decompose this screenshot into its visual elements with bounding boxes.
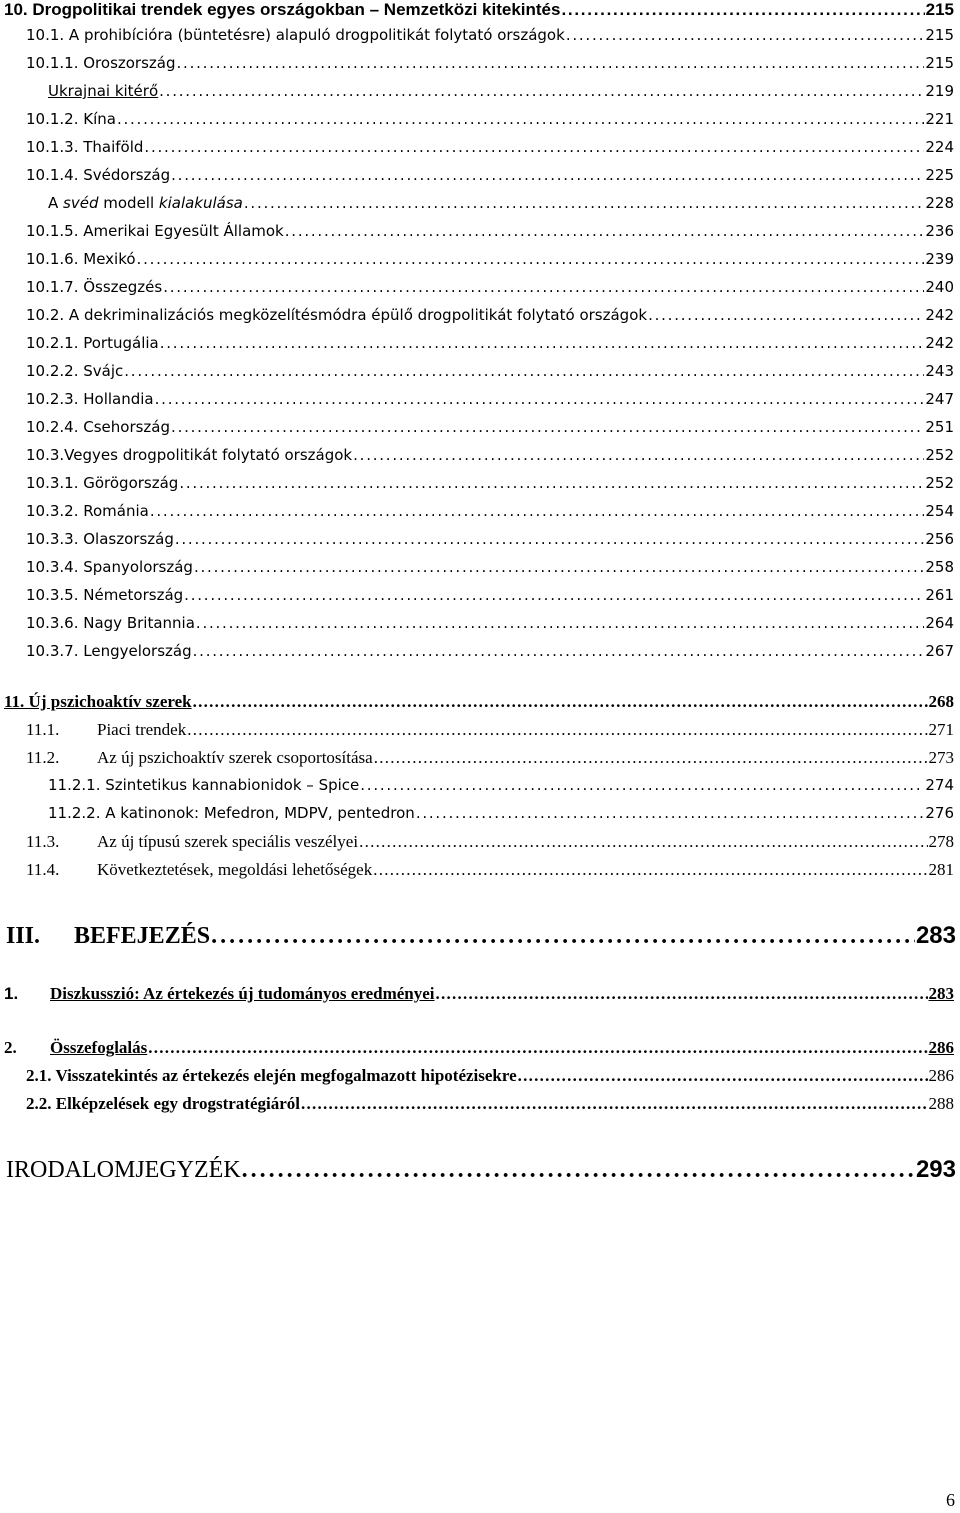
toc-entry xyxy=(26,54,954,72)
toc-entry xyxy=(48,776,954,794)
toc-entry-page: 278 xyxy=(928,832,954,851)
toc-entry-title: Következtetések, megoldási lehetőségek xyxy=(97,860,373,879)
toc-entry xyxy=(26,166,954,184)
toc-entry-page: 283 xyxy=(915,922,956,949)
dot-leader xyxy=(187,720,927,740)
toc-entry-page: 256 xyxy=(925,530,954,548)
toc-entry xyxy=(26,138,954,156)
toc-entry-label xyxy=(4,1038,147,1058)
toc-entry-label xyxy=(48,194,243,212)
toc-entry-label: 10.2.2. Svájc xyxy=(26,362,124,380)
toc-entry xyxy=(26,278,954,296)
toc-entry-number: 2. xyxy=(4,1038,17,1057)
toc-entry-label xyxy=(26,832,358,852)
toc-entry-label xyxy=(26,860,372,880)
toc-entry-page: 258 xyxy=(925,558,954,576)
toc-entry xyxy=(26,418,954,436)
toc-entry-label: IRODALOMJEGYZÉK xyxy=(6,1157,241,1183)
toc-entry-label: 10.2. A dekriminalizációs megközelítésmódra épülő drogpolitikát folytató országok xyxy=(26,306,648,324)
toc-entry xyxy=(26,558,954,576)
toc-entry xyxy=(26,1066,954,1086)
toc-entry-page: 219 xyxy=(925,82,954,100)
toc-entry-number: 11.4. xyxy=(26,860,60,879)
toc-entry-page: 271 xyxy=(928,720,954,739)
toc-entry-title: Diszkusszió: Az értekezés új tudományos eredményei xyxy=(50,984,435,1003)
toc-entry-page: 276 xyxy=(925,804,954,822)
toc-entry-label: Ukrajnai kitérő xyxy=(48,82,159,100)
toc-entry xyxy=(26,446,954,464)
toc-entry-label: 10.3.6. Nagy Britannia xyxy=(26,614,195,632)
dot-leader xyxy=(175,530,925,548)
toc-entry-page: 274 xyxy=(925,776,954,794)
toc-entry xyxy=(26,502,954,520)
dot-leader xyxy=(373,860,927,880)
toc-entry-label: 10.1.7. Összegzés xyxy=(26,278,163,296)
toc-entry xyxy=(26,110,954,128)
toc-entry xyxy=(26,250,954,268)
dot-leader xyxy=(163,278,924,296)
toc-entry xyxy=(48,82,954,100)
toc-entry xyxy=(4,1038,954,1058)
toc-entry-page: 240 xyxy=(925,278,954,296)
toc-entry xyxy=(26,362,954,380)
toc-entry xyxy=(4,0,954,20)
dot-leader xyxy=(171,418,924,436)
toc-entry-label: 10.3.2. Románia xyxy=(26,502,149,520)
toc-entry-page: 268 xyxy=(928,692,954,711)
toc-entry xyxy=(26,720,954,740)
toc-entry xyxy=(26,1094,954,1114)
dot-leader xyxy=(155,390,925,408)
toc-entry-label: 11.2.2. A katinonok: Mefedron, MDPV, pentedron xyxy=(48,804,415,822)
toc-entry-label: 10.2.1. Portugália xyxy=(26,334,159,352)
dot-leader xyxy=(353,446,924,464)
page-number: 6 xyxy=(946,1490,955,1510)
dot-leader xyxy=(196,614,924,632)
toc-entry-number: 1. xyxy=(4,984,19,1003)
toc-entry xyxy=(26,642,954,660)
toc-entry-page: 224 xyxy=(925,138,954,156)
toc-entry xyxy=(26,832,954,852)
toc-entry-label: 10.3.1. Görögország xyxy=(26,474,179,492)
dot-leader xyxy=(193,692,928,712)
toc-entry xyxy=(26,306,954,324)
dot-leader xyxy=(150,502,925,520)
toc-entry xyxy=(26,26,954,44)
toc-entry-page: 293 xyxy=(915,1156,956,1183)
dot-leader xyxy=(566,26,925,44)
toc-entry xyxy=(26,390,954,408)
toc-entry-page: 288 xyxy=(928,1094,954,1113)
toc-entry-label: 10.1.3. Thaiföld xyxy=(26,138,144,156)
toc-entry-label: 10.1.4. Svédország xyxy=(26,166,171,184)
toc-entry xyxy=(26,530,954,548)
toc-entry-page: 236 xyxy=(925,222,954,240)
toc-entry-label: 10.1.2. Kína xyxy=(26,110,116,128)
toc-entry xyxy=(48,194,954,212)
toc-entry-page: 215 xyxy=(925,0,954,19)
toc-entry-title: BEFEJEZÉS xyxy=(74,923,211,949)
dot-leader xyxy=(301,1094,927,1114)
toc-entry-label xyxy=(6,923,210,950)
label-part: A xyxy=(48,194,64,212)
toc-entry-page: 273 xyxy=(928,748,954,767)
toc-entry-page: 283 xyxy=(928,984,954,1003)
dot-leader xyxy=(359,832,927,852)
toc-entry-page: 239 xyxy=(925,250,954,268)
toc-entry-page: 251 xyxy=(925,418,954,436)
toc-entry xyxy=(26,748,954,768)
toc-entry-page: 267 xyxy=(925,642,954,660)
dot-leader xyxy=(416,804,925,822)
dot-leader xyxy=(242,1157,915,1184)
toc-entry-page: 286 xyxy=(928,1066,954,1085)
dot-leader xyxy=(179,474,924,492)
toc-entry xyxy=(48,804,954,822)
toc-entry xyxy=(4,692,954,712)
dot-leader xyxy=(285,222,925,240)
toc-entry-page: 252 xyxy=(925,474,954,492)
toc-entry-page: 228 xyxy=(925,194,954,212)
toc-entry-title: Az új pszichoaktív szerek csoportosítása xyxy=(97,748,373,767)
toc-entry xyxy=(26,614,954,632)
toc-entry-title: Összefoglalás xyxy=(50,1038,148,1057)
toc-entry-page: 242 xyxy=(925,306,954,324)
toc-entry-page: 243 xyxy=(925,362,954,380)
toc-entry-label: 10.3.3. Olaszország xyxy=(26,530,174,548)
toc-entry-label: 10.2.4. Csehország xyxy=(26,418,171,436)
toc-entry-page: 242 xyxy=(925,334,954,352)
dot-leader xyxy=(171,166,924,184)
toc-entry xyxy=(26,586,954,604)
label-part: kialakulása xyxy=(158,194,243,212)
toc-entry xyxy=(4,984,954,1004)
toc-entry-label: 10.3.4. Spanyolország xyxy=(26,558,193,576)
dot-leader xyxy=(159,82,924,100)
toc-entry-label xyxy=(4,984,435,1004)
toc-entry-label: 10.1.5. Amerikai Egyesült Államok xyxy=(26,222,284,240)
dot-leader xyxy=(124,362,924,380)
dot-leader xyxy=(193,642,925,660)
toc-entry-title: Piaci trendek xyxy=(97,720,187,739)
toc-entry-label xyxy=(26,720,186,740)
toc-entry-number: 11.3. xyxy=(26,832,60,851)
toc-entry-label: 10.1.6. Mexikó xyxy=(26,250,136,268)
toc-entry xyxy=(26,860,954,880)
dot-leader xyxy=(561,0,924,20)
toc-entry-title: Az új típusú szerek speciális veszélyei xyxy=(97,832,359,851)
toc-entry-page: 254 xyxy=(925,502,954,520)
toc-entry-label: 10.1.1. Oroszország xyxy=(26,54,176,72)
toc-entry xyxy=(6,922,956,950)
toc-entry-number: 11.2. xyxy=(26,748,60,767)
dot-leader xyxy=(648,306,924,324)
toc-entry-label: 10.1. A prohibícióra (büntetésre) alapuló drogpolitikát folytató országok xyxy=(26,26,565,44)
dot-leader xyxy=(144,138,924,156)
dot-leader xyxy=(117,110,924,128)
dot-leader xyxy=(148,1038,927,1058)
toc-entry-label: 10. Drogpolitikai trendek egyes országokban – Nemzetközi kitekintés xyxy=(4,0,561,19)
toc-entry-page: 247 xyxy=(925,390,954,408)
dot-leader xyxy=(177,54,925,72)
toc-entry-number: 11.1. xyxy=(26,720,60,739)
label-part: svéd xyxy=(63,194,99,212)
toc-entry-page: 221 xyxy=(925,110,954,128)
toc-entry-page: 261 xyxy=(925,586,954,604)
toc-entry-label xyxy=(26,748,373,768)
toc-entry-label: 10.3.Vegyes drogpolitikát folytató országok xyxy=(26,446,353,464)
toc-entry-label: 2.1. Visszatekintés az értekezés elején megfogalmazott hipotézisekre xyxy=(26,1066,517,1085)
toc-entry xyxy=(26,334,954,352)
dot-leader xyxy=(436,984,928,1004)
toc-entry-label: 2.2. Elképzelések egy drogstratégiáról xyxy=(26,1094,301,1113)
toc-entry-page: 281 xyxy=(928,860,954,879)
toc-entry-page: 215 xyxy=(925,26,954,44)
toc-entry xyxy=(26,222,954,240)
toc-entry-label: 10.2.3. Hollandia xyxy=(26,390,154,408)
toc-entry-label: 11.2.1. Szintetikus kannabionidok – Spice xyxy=(48,776,360,794)
dot-leader xyxy=(137,250,925,268)
dot-leader xyxy=(184,586,924,604)
toc-entry-page: 252 xyxy=(925,446,954,464)
dot-leader xyxy=(518,1066,928,1086)
toc-entry-label: 10.3.5. Németország xyxy=(26,586,184,604)
toc-entry-page: 215 xyxy=(925,54,954,72)
toc-entry-page: 286 xyxy=(928,1038,954,1057)
toc-entry xyxy=(26,474,954,492)
dot-leader xyxy=(160,334,925,352)
toc-entry-page: 264 xyxy=(925,614,954,632)
label-part: modell xyxy=(98,194,159,212)
toc-entry-page: 225 xyxy=(925,166,954,184)
dot-leader xyxy=(211,923,915,950)
toc-entry-label: 10.3.7. Lengyelország xyxy=(26,642,192,660)
dot-leader xyxy=(360,776,924,794)
dot-leader xyxy=(244,194,924,212)
dot-leader xyxy=(194,558,924,576)
dot-leader xyxy=(374,748,928,768)
toc-entry-number: III. xyxy=(6,923,41,949)
toc-entry xyxy=(6,1156,956,1184)
toc-entry-label: 11. Új pszichoaktív szerek xyxy=(4,692,192,711)
